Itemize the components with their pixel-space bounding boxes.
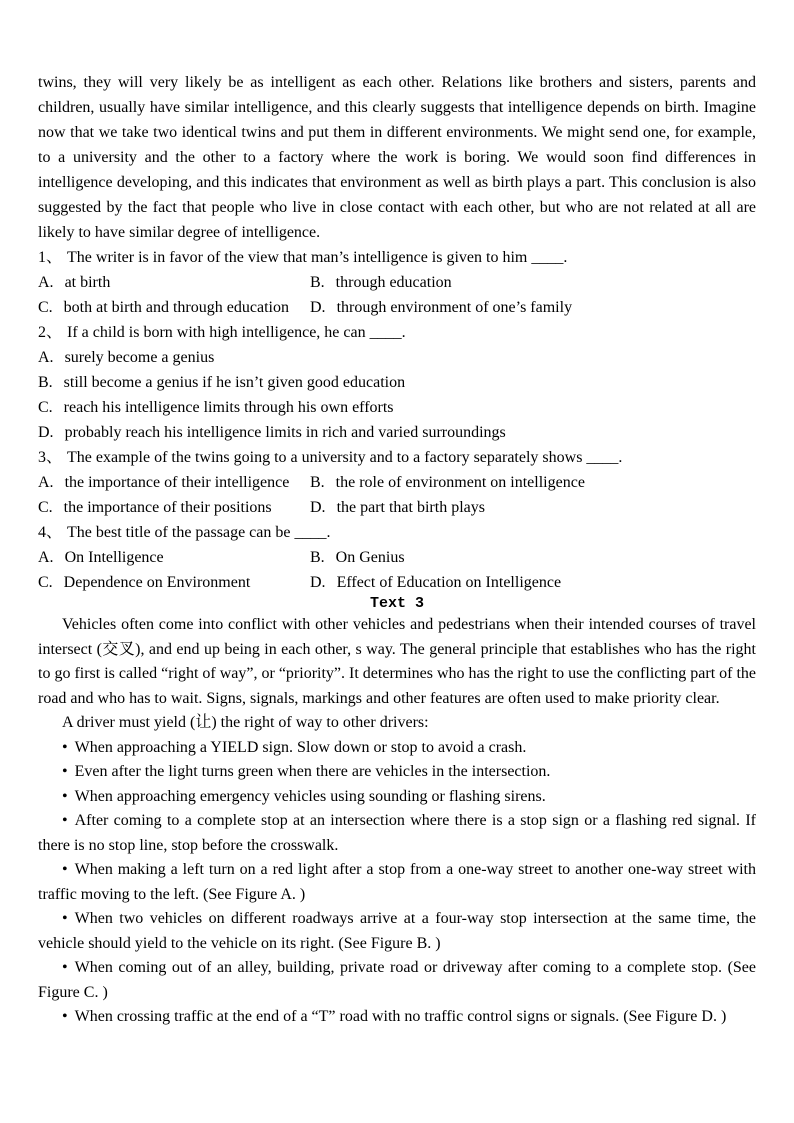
option-2-a bbox=[38, 345, 756, 370]
bullet-icon: • bbox=[62, 959, 68, 976]
option-label: D. bbox=[310, 499, 326, 516]
question-1-options-row-2 bbox=[38, 295, 756, 320]
option-text: reach his intelligence limits through his own efforts bbox=[63, 399, 394, 416]
bullet-text: When crossing traffic at the end of a “T” road with no traffic control signs or signals. (See Figure D. ) bbox=[74, 1008, 727, 1025]
question-4-number: 4、 bbox=[38, 524, 63, 541]
question-2-number: 2、 bbox=[38, 324, 63, 341]
yield-intro: A driver must yield (让) the right of way to other drivers: bbox=[62, 714, 429, 731]
bullet-text: Even after the light turns green when there are vehicles in the intersection. bbox=[74, 763, 551, 780]
option-4-d bbox=[310, 570, 561, 595]
question-1 bbox=[38, 245, 756, 270]
question-3-number: 3、 bbox=[38, 449, 63, 466]
question-1-number: 1、 bbox=[38, 249, 63, 266]
text3-section bbox=[38, 595, 756, 1030]
intro-paragraph: twins, they will very likely be as intelligent as each other. Relations like brothers and sisters, parents and children, usually have similar intelligence, and this clearly suggests that intelligence depends on birth. Imagine now that we take two identical twins and put them in different environments. We might send one, for example, to a university and the other to a factory where the work is boring. We would soon find differences in intelligence developing, and this indicates that environment as well as birth plays a part. This conclusion is also suggested by the fact that people who live in close contact with each other, but who are not related at all are likely to have similar degree of intelligence. bbox=[38, 74, 756, 241]
option-label: D. bbox=[38, 424, 54, 441]
question-3 bbox=[38, 445, 756, 470]
bullet-text: When coming out of an alley, building, private road or driveway after coming to a complete stop. (See Figure C. ) bbox=[38, 959, 756, 1001]
option-text: the importance of their positions bbox=[63, 499, 272, 516]
option-label: C. bbox=[38, 399, 53, 416]
option-3-a bbox=[38, 470, 310, 495]
question-4-options-row-2 bbox=[38, 570, 756, 595]
question-1-options-row-1 bbox=[38, 270, 756, 295]
option-text: through environment of one’s family bbox=[336, 299, 573, 316]
option-text: the importance of their intelligence bbox=[64, 474, 290, 491]
question-3-options-row-2 bbox=[38, 495, 756, 520]
yield-bullet-1 bbox=[38, 736, 756, 761]
option-text: the role of environment on intelligence bbox=[335, 474, 585, 491]
option-1-a bbox=[38, 270, 310, 295]
option-2-c bbox=[38, 395, 756, 420]
option-1-d bbox=[310, 295, 572, 320]
option-3-c bbox=[38, 495, 310, 520]
bullet-icon: • bbox=[62, 763, 68, 780]
option-text: both at birth and through education bbox=[63, 299, 289, 316]
option-label: A. bbox=[38, 474, 54, 491]
option-text: surely become a genius bbox=[64, 349, 215, 366]
option-text: through education bbox=[335, 274, 452, 291]
option-3-d bbox=[310, 495, 485, 520]
option-text: probably reach his intelligence limits in rich and varied surroundings bbox=[64, 424, 506, 441]
bullet-icon: • bbox=[62, 910, 68, 927]
option-text: the part that birth plays bbox=[336, 499, 485, 516]
question-3-options-row-1 bbox=[38, 470, 756, 495]
option-4-c bbox=[38, 570, 310, 595]
option-4-b bbox=[310, 545, 405, 570]
yield-bullet-8 bbox=[38, 1005, 756, 1030]
question-3-text: The example of the twins going to a university and to a factory separately shows ____. bbox=[67, 449, 623, 466]
option-label: C. bbox=[38, 499, 53, 516]
option-label: B. bbox=[310, 474, 325, 491]
yield-bullet-2 bbox=[38, 760, 756, 785]
question-2-text: If a child is born with high intelligence, he can ____. bbox=[67, 324, 406, 341]
option-text: Effect of Education on Intelligence bbox=[336, 574, 562, 591]
option-label: C. bbox=[38, 574, 53, 591]
question-2 bbox=[38, 320, 756, 345]
yield-bullet-5 bbox=[38, 858, 756, 907]
option-1-c bbox=[38, 295, 310, 320]
question-1-text: The writer is in favor of the view that man’s intelligence is given to him ____. bbox=[67, 249, 568, 266]
option-label: D. bbox=[310, 299, 326, 316]
option-label: A. bbox=[38, 274, 54, 291]
text3-heading: Text 3 bbox=[369, 595, 424, 612]
option-2-b bbox=[38, 370, 756, 395]
option-text: at birth bbox=[64, 274, 111, 291]
question-4-options-row-1 bbox=[38, 545, 756, 570]
option-1-b bbox=[310, 270, 452, 295]
question-4 bbox=[38, 520, 756, 545]
option-label: D. bbox=[310, 574, 326, 591]
bullet-icon: • bbox=[62, 861, 68, 878]
yield-bullet-3 bbox=[38, 785, 756, 810]
bullet-text: When two vehicles on different roadways arrive at a four-way stop intersection at the same time, the vehicle should yield to the vehicle on its right. (See Figure B. ) bbox=[38, 910, 756, 952]
option-label: B. bbox=[310, 274, 325, 291]
bullet-text: When approaching emergency vehicles using sounding or flashing sirens. bbox=[74, 787, 546, 805]
bullet-icon: • bbox=[62, 787, 68, 805]
option-label: B. bbox=[310, 549, 325, 566]
yield-bullet-4 bbox=[38, 809, 756, 858]
bullet-text: When making a left turn on a red light after a stop from a one-way street to another one-way street with traffic moving to the left. (See Figure A. ) bbox=[38, 861, 756, 903]
question-4-text: The best title of the passage can be ____. bbox=[67, 524, 331, 541]
option-text: On Genius bbox=[335, 549, 405, 566]
option-text: Dependence on Environment bbox=[63, 574, 251, 591]
bullet-text: After coming to a complete stop at an intersection where there is a stop sign or a flashing red signal. If there is no stop line, stop before the crosswalk. bbox=[38, 812, 756, 854]
option-label: C. bbox=[38, 299, 53, 316]
bullet-text: When approaching a YIELD sign. Slow down or stop to avoid a crash. bbox=[74, 738, 527, 756]
option-label: A. bbox=[38, 349, 54, 366]
bullet-icon: • bbox=[62, 812, 68, 829]
bullet-icon: • bbox=[62, 738, 68, 756]
yield-bullet-6 bbox=[38, 907, 756, 956]
option-3-b bbox=[310, 470, 585, 495]
option-label: B. bbox=[38, 374, 53, 391]
reading-passage-section bbox=[38, 70, 756, 595]
yield-bullet-7 bbox=[38, 956, 756, 1005]
text3-paragraph: Vehicles often come into conflict with other vehicles and pedestrians when their intended courses of travel intersect (交叉), and end up being in each other, s way. The general principle that establishes who has the right to go first is called “right of way”, or “priority”. It determines who has the right to use the conflicting part of the road and who has to wait. Signs, signals, markings and other features are often used to make priority clear. bbox=[38, 616, 757, 707]
option-label: A. bbox=[38, 549, 54, 566]
option-text: On Intelligence bbox=[64, 549, 164, 566]
bullet-icon: • bbox=[62, 1008, 68, 1025]
option-4-a bbox=[38, 545, 310, 570]
option-text: still become a genius if he isn’t given good education bbox=[63, 374, 406, 391]
option-2-d bbox=[38, 420, 756, 445]
